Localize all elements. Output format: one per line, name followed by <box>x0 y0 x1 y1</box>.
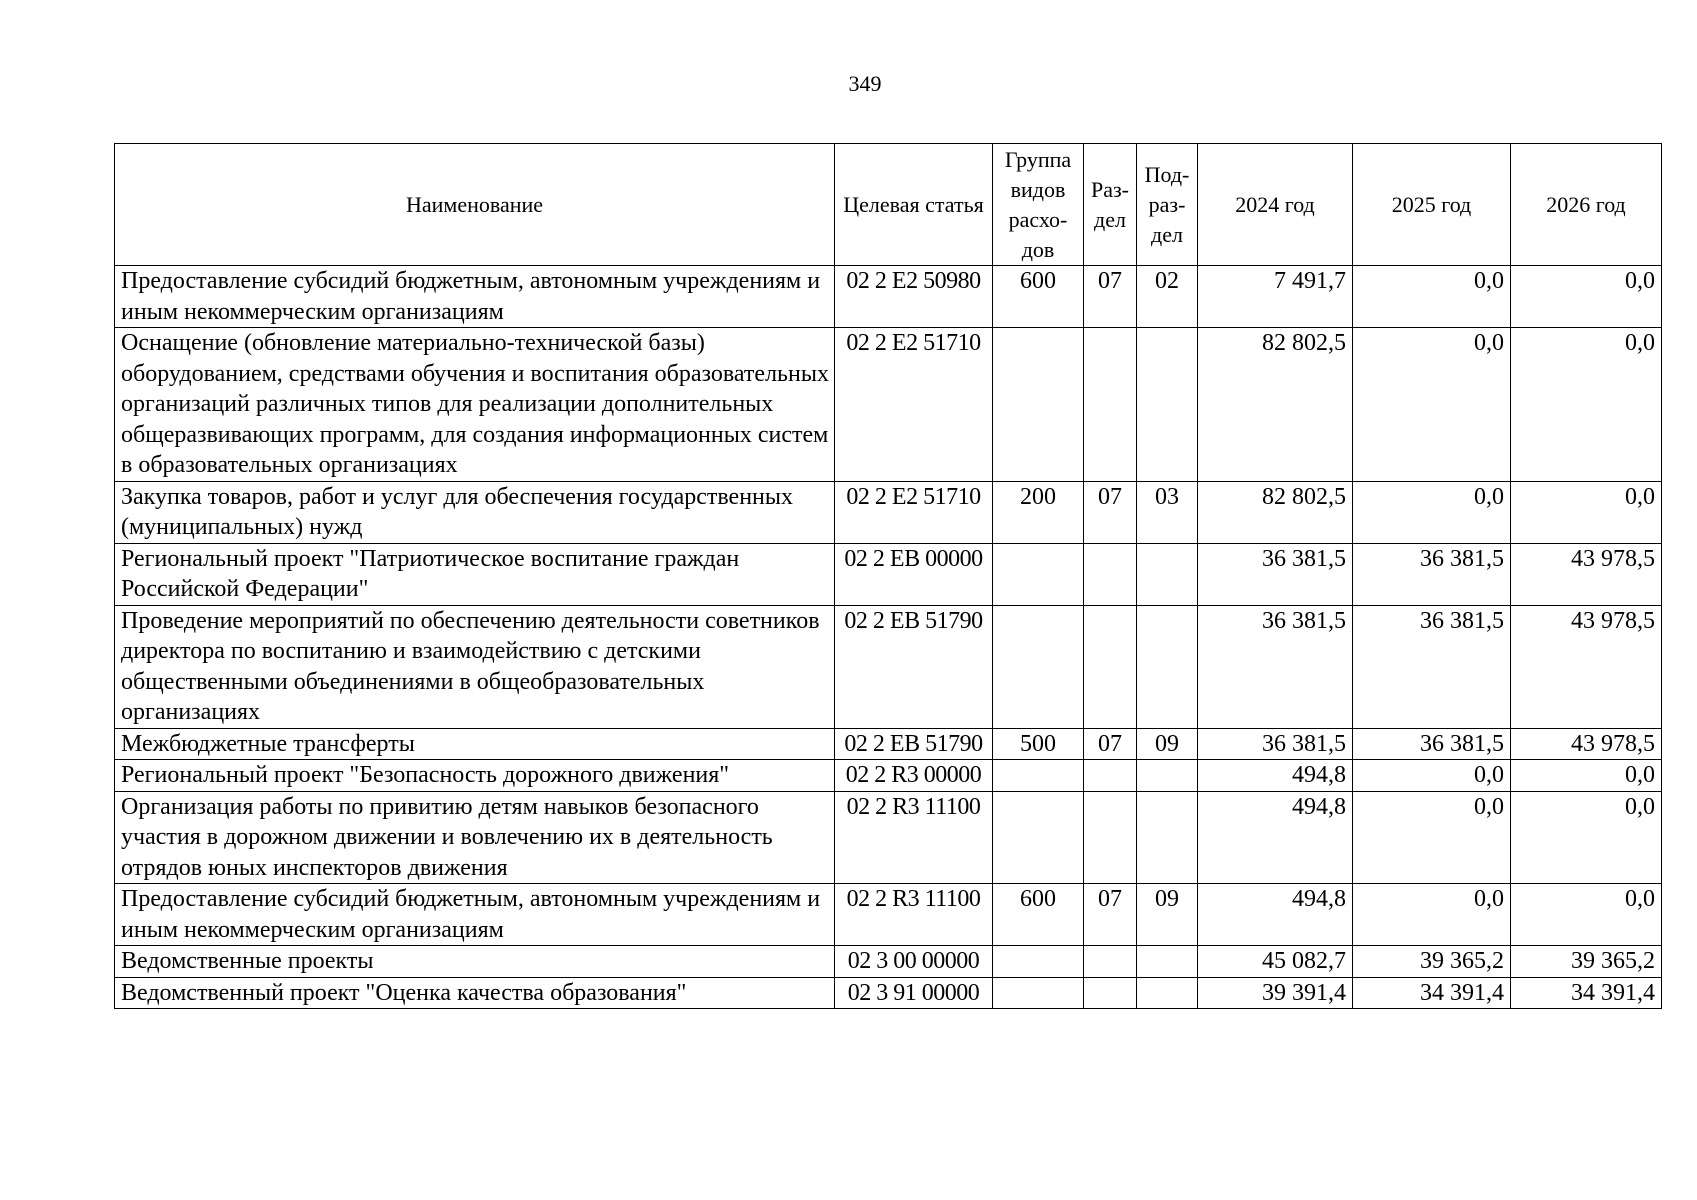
cell-year-2025: 36 381,5 <box>1353 605 1511 728</box>
cell-year-2024: 36 381,5 <box>1198 728 1353 760</box>
cell-year-2024: 7 491,7 <box>1198 266 1353 328</box>
cell-name: Межбюджетные трансферты <box>115 728 835 760</box>
cell-year-2025: 36 381,5 <box>1353 728 1511 760</box>
cell-name: Ведомственные проекты <box>115 946 835 978</box>
cell-subsection: 09 <box>1137 728 1198 760</box>
table-row <box>115 977 1662 1009</box>
cell-year-2026: 39 365,2 <box>1511 946 1662 978</box>
cell-expense-group <box>993 605 1084 728</box>
cell-name: Оснащение (обновление материально-технической базы) оборудованием, средствами обучения и воспитания образовательных организаций различных типов для реализации дополнительных общеразвивающих программ, для создания информационных систем в образовательных организациях <box>115 328 835 482</box>
table-row <box>115 884 1662 946</box>
cell-year-2025: 0,0 <box>1353 481 1511 543</box>
cell-target-article: 02 2 ЕВ 51790 <box>835 605 993 728</box>
header-expense-group: Группа видов расхо-дов <box>993 144 1084 266</box>
cell-subsection <box>1137 328 1198 482</box>
table-row <box>115 728 1662 760</box>
table-row <box>115 266 1662 328</box>
cell-target-article: 02 2 Е2 51710 <box>835 481 993 543</box>
cell-expense-group <box>993 977 1084 1009</box>
cell-target-article: 02 2 ЕВ 00000 <box>835 543 993 605</box>
cell-subsection: 09 <box>1137 884 1198 946</box>
table-row <box>115 481 1662 543</box>
cell-subsection <box>1137 543 1198 605</box>
cell-name: Ведомственный проект "Оценка качества образования" <box>115 977 835 1009</box>
cell-expense-group: 600 <box>993 884 1084 946</box>
cell-year-2024: 36 381,5 <box>1198 543 1353 605</box>
cell-year-2024: 494,8 <box>1198 791 1353 884</box>
cell-section <box>1084 946 1137 978</box>
header-year-2024: 2024 год <box>1198 144 1353 266</box>
table-row <box>115 605 1662 728</box>
cell-year-2024: 82 802,5 <box>1198 481 1353 543</box>
cell-year-2024: 36 381,5 <box>1198 605 1353 728</box>
header-section: Раз-дел <box>1084 144 1137 266</box>
cell-name: Региональный проект "Безопасность дорожного движения" <box>115 760 835 792</box>
cell-year-2024: 494,8 <box>1198 884 1353 946</box>
page-number: 349 <box>848 71 882 96</box>
table-row <box>115 760 1662 792</box>
cell-year-2025: 39 365,2 <box>1353 946 1511 978</box>
cell-target-article: 02 2 Е2 51710 <box>835 328 993 482</box>
cell-expense-group: 200 <box>993 481 1084 543</box>
table-body <box>115 266 1662 1009</box>
cell-section: 07 <box>1084 728 1137 760</box>
cell-year-2025: 0,0 <box>1353 328 1511 482</box>
cell-year-2026: 34 391,4 <box>1511 977 1662 1009</box>
cell-name: Предоставление субсидий бюджетным, автономным учреждениям и иным некоммерческим организациям <box>115 266 835 328</box>
cell-section <box>1084 605 1137 728</box>
cell-year-2025: 0,0 <box>1353 791 1511 884</box>
cell-name: Организация работы по привитию детям навыков безопасного участия в дорожном движении и вовлечению их в деятельность отрядов юных инспекторов движения <box>115 791 835 884</box>
cell-expense-group <box>993 946 1084 978</box>
cell-target-article: 02 2 ЕВ 51790 <box>835 728 993 760</box>
cell-year-2025: 0,0 <box>1353 884 1511 946</box>
table-row <box>115 543 1662 605</box>
cell-year-2026: 0,0 <box>1511 760 1662 792</box>
header-target-article: Целевая статья <box>835 144 993 266</box>
cell-target-article: 02 3 00 00000 <box>835 946 993 978</box>
cell-year-2026: 43 978,5 <box>1511 543 1662 605</box>
table-header-row <box>115 144 1662 266</box>
cell-expense-group <box>993 328 1084 482</box>
cell-year-2025: 0,0 <box>1353 266 1511 328</box>
header-subsection: Под-раз-дел <box>1137 144 1198 266</box>
cell-target-article: 02 2 Е2 50980 <box>835 266 993 328</box>
cell-year-2024: 45 082,7 <box>1198 946 1353 978</box>
cell-section: 07 <box>1084 481 1137 543</box>
cell-section <box>1084 791 1137 884</box>
cell-section <box>1084 328 1137 482</box>
cell-year-2026: 0,0 <box>1511 481 1662 543</box>
cell-section: 07 <box>1084 266 1137 328</box>
cell-name: Региональный проект "Патриотическое воспитание граждан Российской Федерации" <box>115 543 835 605</box>
cell-target-article: 02 2 R3 11100 <box>835 884 993 946</box>
cell-year-2024: 82 802,5 <box>1198 328 1353 482</box>
header-year-2025: 2025 год <box>1353 144 1511 266</box>
cell-year-2024: 39 391,4 <box>1198 977 1353 1009</box>
cell-expense-group: 600 <box>993 266 1084 328</box>
cell-subsection <box>1137 977 1198 1009</box>
cell-subsection <box>1137 946 1198 978</box>
cell-year-2024: 494,8 <box>1198 760 1353 792</box>
cell-year-2026: 43 978,5 <box>1511 728 1662 760</box>
cell-section <box>1084 977 1137 1009</box>
cell-year-2025: 0,0 <box>1353 760 1511 792</box>
cell-year-2026: 0,0 <box>1511 328 1662 482</box>
cell-subsection: 03 <box>1137 481 1198 543</box>
cell-expense-group: 500 <box>993 728 1084 760</box>
cell-year-2026: 0,0 <box>1511 884 1662 946</box>
table-row <box>115 328 1662 482</box>
budget-table <box>114 143 1662 1009</box>
cell-section <box>1084 760 1137 792</box>
cell-target-article: 02 2 R3 11100 <box>835 791 993 884</box>
table-row <box>115 791 1662 884</box>
cell-subsection <box>1137 605 1198 728</box>
header-name: Наименование <box>115 144 835 266</box>
cell-name: Предоставление субсидий бюджетным, автономным учреждениям и иным некоммерческим организациям <box>115 884 835 946</box>
cell-year-2026: 0,0 <box>1511 266 1662 328</box>
cell-year-2026: 0,0 <box>1511 791 1662 884</box>
cell-name: Проведение мероприятий по обеспечению деятельности советников директора по воспитанию и взаимодействию с детскими общественными объединениями в общеобразовательных организациях <box>115 605 835 728</box>
cell-expense-group <box>993 760 1084 792</box>
cell-year-2025: 36 381,5 <box>1353 543 1511 605</box>
cell-subsection: 02 <box>1137 266 1198 328</box>
cell-expense-group <box>993 543 1084 605</box>
table-row <box>115 946 1662 978</box>
cell-year-2025: 34 391,4 <box>1353 977 1511 1009</box>
cell-expense-group <box>993 791 1084 884</box>
cell-target-article: 02 2 R3 00000 <box>835 760 993 792</box>
header-year-2026: 2026 год <box>1511 144 1662 266</box>
cell-section: 07 <box>1084 884 1137 946</box>
cell-target-article: 02 3 91 00000 <box>835 977 993 1009</box>
cell-subsection <box>1137 791 1198 884</box>
cell-section <box>1084 543 1137 605</box>
cell-subsection <box>1137 760 1198 792</box>
cell-year-2026: 43 978,5 <box>1511 605 1662 728</box>
cell-name: Закупка товаров, работ и услуг для обеспечения государственных (муниципальных) нужд <box>115 481 835 543</box>
